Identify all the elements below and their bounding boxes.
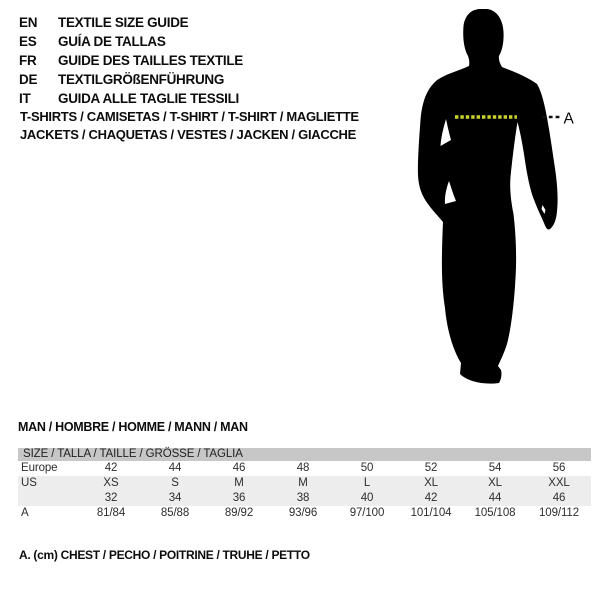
table-cell: XS <box>103 477 119 489</box>
table-cell: XL <box>488 477 502 489</box>
language-code: IT <box>19 91 31 106</box>
table-row-us-numeric <box>18 491 591 506</box>
size-table <box>18 448 591 521</box>
language-row-it <box>19 89 243 108</box>
row-label <box>18 491 79 506</box>
language-code: EN <box>19 15 38 30</box>
table-cell: 93/96 <box>288 507 318 519</box>
table-cell: L <box>363 477 371 489</box>
measurement-footnote: A. (cm) CHEST / PECHO / POITRINE / TRUHE / PETTO <box>19 548 310 562</box>
man-silhouette-figure <box>413 5 578 395</box>
table-cell: 52 <box>424 462 438 474</box>
language-code: FR <box>19 53 37 68</box>
table-cell: 42 <box>104 462 118 474</box>
table-cell: 89/92 <box>224 507 254 519</box>
table-row-us <box>18 476 591 491</box>
table-cell: 97/100 <box>349 507 385 519</box>
language-row-de <box>19 70 243 89</box>
category-jackets: JACKETS / CHAQUETAS / VESTES / JACKEN / GIACCHE <box>20 127 356 142</box>
language-title: TEXTILE SIZE GUIDE <box>58 15 189 30</box>
table-cell: 101/104 <box>410 507 452 519</box>
garment-categories <box>20 108 359 144</box>
measure-label-a: A <box>563 110 574 128</box>
table-cell: 32 <box>104 492 118 504</box>
category-tshirts: T-SHIRTS / CAMISETAS / T-SHIRT / T-SHIRT / MAGLIETTE <box>20 109 359 124</box>
table-cell: 40 <box>360 492 374 504</box>
table-cell: 46 <box>552 492 566 504</box>
table-cell: 44 <box>168 462 182 474</box>
table-cell: S <box>171 477 179 489</box>
row-label: A <box>21 507 29 519</box>
table-row-europe <box>18 461 591 476</box>
language-row-es <box>19 32 243 51</box>
row-label: US <box>21 477 37 489</box>
language-code: ES <box>19 34 37 49</box>
table-cell: 109/112 <box>538 507 580 519</box>
table-cell: 50 <box>360 462 374 474</box>
table-cell: 105/108 <box>474 507 516 519</box>
language-list <box>19 13 243 108</box>
row-label: Europe <box>21 462 58 474</box>
table-cell: 48 <box>296 462 310 474</box>
table-cell: XL <box>424 477 438 489</box>
table-cell: 44 <box>488 492 502 504</box>
language-title: GUIDA ALLE TAGLIE TESSILI <box>58 91 239 106</box>
table-cell: 85/88 <box>160 507 190 519</box>
man-silhouette <box>418 9 558 384</box>
table-cell: 46 <box>232 462 246 474</box>
size-table-header: SIZE / TALLA / TAILLE / GRÖSSE / TAGLIA <box>18 448 591 461</box>
table-cell: M <box>298 477 308 489</box>
table-row-chest-a <box>18 506 591 521</box>
table-cell: 56 <box>552 462 566 474</box>
section-title-man: MAN / HOMBRE / HOMME / MANN / MAN <box>18 420 248 434</box>
language-row-en <box>19 13 243 32</box>
table-cell: 38 <box>296 492 310 504</box>
table-cell: 54 <box>488 462 502 474</box>
language-title: TEXTILGRÖßENFÜHRUNG <box>58 72 225 87</box>
language-title: GUÍA DE TALLAS <box>58 34 166 49</box>
table-cell: XXL <box>548 477 570 489</box>
table-cell: 81/84 <box>96 507 126 519</box>
language-row-fr <box>19 51 243 70</box>
table-cell: 34 <box>168 492 182 504</box>
table-cell: M <box>234 477 244 489</box>
language-title: GUIDE DES TAILLES TEXTILE <box>58 53 244 68</box>
language-code: DE <box>19 72 38 87</box>
table-cell: 36 <box>232 492 246 504</box>
table-cell: 42 <box>424 492 438 504</box>
